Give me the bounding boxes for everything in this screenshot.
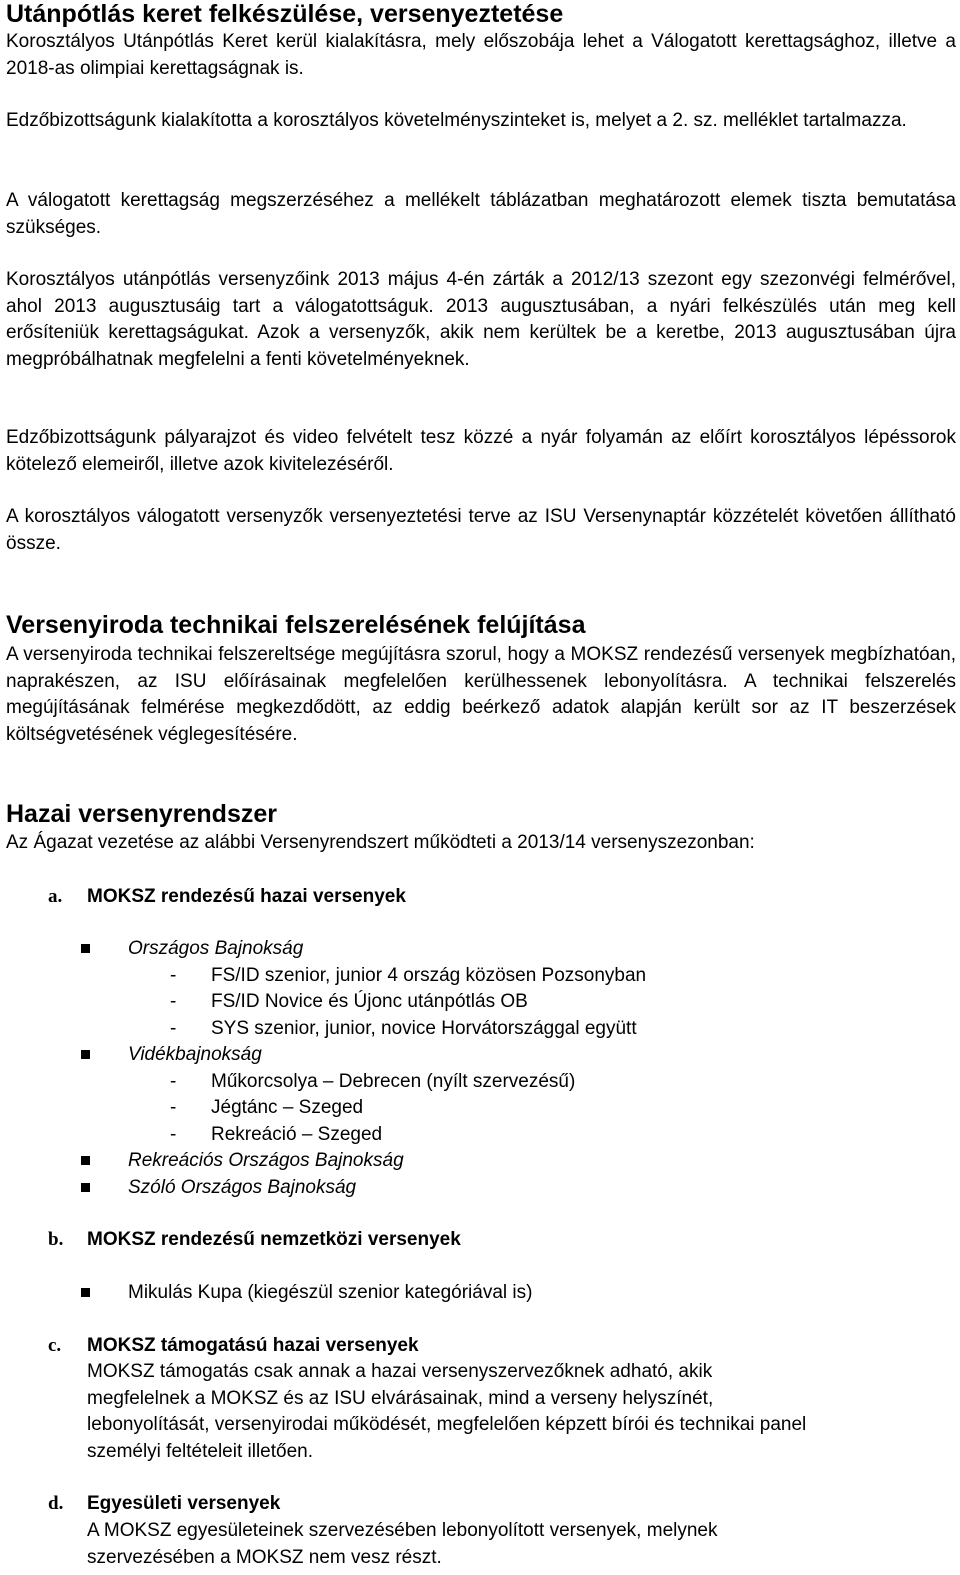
text-line: személyi feltételeit illetően.: [87, 1440, 313, 1462]
list-heading: MOKSZ támogatású hazai versenyek: [87, 1335, 419, 1356]
square-bullet-icon: [81, 1156, 90, 1165]
section-title-hazai-versenyrendszer: Hazai versenyrendszer: [6, 800, 277, 828]
paragraph: Az Ágazat vezetése az alábbi Versenyrendszert működteti a 2013/14 versenyszezonban:: [6, 832, 755, 853]
sub-list-item-label: SYS szenior, junior, novice Horvátországgal együtt: [211, 1018, 637, 1039]
paragraph: A versenyiroda technikai felszereltsége megújításra szorul, hogy a MOKSZ rendezésű versenyek megbízhatóan, naprakészen, az ISU előírásainak megfelelően kerülhessenek lebonyolításra. A technikai felszerelés megújításának felmérése megkezdődött, az eddig beérkező adatok alapján került sor az IT beszerzések költségvetésének véglegesítésére.: [6, 644, 956, 745]
square-bullet-icon: [81, 1050, 90, 1059]
paragraph: A válogatott kerettagság megszerzéséhez a mellékelt táblázatban meghatározott elemek tiszta bemutatása szükséges.: [6, 190, 956, 238]
list-letter: b.: [48, 1229, 64, 1250]
dash-marker: -: [170, 991, 177, 1012]
list-heading: Egyesületi versenyek: [87, 1493, 281, 1514]
dash-marker: -: [170, 1071, 177, 1092]
list-body: [87, 1359, 960, 1465]
square-bullet-icon: [81, 944, 90, 953]
text-line: megfelelnek a MOKSZ és az ISU elvárásainak, mind a verseny helyszínét,: [87, 1387, 714, 1409]
square-bullet-icon: [81, 1183, 90, 1192]
list-letter: d.: [48, 1493, 64, 1514]
list-item-label: Rekreációs Országos Bajnokság: [128, 1150, 404, 1171]
list-body: [87, 1518, 960, 1571]
text-line: lebonyolítását, versenyirodai működését, megfelelően képzett bírói és technikai panel: [87, 1414, 807, 1435]
dash-marker: -: [170, 1097, 177, 1118]
section-title-versenyiroda: Versenyiroda technikai felszerelésének felújítása: [6, 611, 586, 639]
paragraph: Korosztályos utánpótlás versenyzőink 2013 május 4-én zárták a 2012/13 szezont egy szezonvégi felmérővel, ahol 2013 augusztusáig tart a válogatottságuk. 2013 augusztusában, a nyári felkészülés után meg kell erősíteniük kerettagságukat. Azok a versenyzők, akik nem kerültek be a keretbe, 2013 augusztusában újra megpróbálhatnak megfelelni a fenti követelményeknek.: [6, 269, 956, 370]
list-letter: a.: [48, 886, 63, 907]
paragraph: Edzőbizottságunk pályarajzot és video felvételt tesz közzé a nyár folyamán az előírt korosztályos lépéssorok kötelező elemeiről, illetve azok kivitelezéséről.: [6, 427, 956, 475]
list-letter: c.: [48, 1335, 62, 1356]
sub-list-item-label: Műkorcsolya – Debrecen (nyílt szervezésű): [211, 1071, 576, 1092]
section-title-utanpotlas: Utánpótlás keret felkészülése, versenyeztetése: [6, 0, 564, 28]
text-line: szervezésében a MOKSZ nem vesz részt.: [87, 1546, 442, 1568]
text-line: MOKSZ támogatás csak annak a hazai versenyszervezőknek adható, akik: [87, 1361, 713, 1382]
paragraph: A korosztályos válogatott versenyzők versenyeztetési terve az ISU Versenynaptár közzételét követően állítható össze.: [6, 506, 956, 554]
list-item-label: Szóló Országos Bajnokság: [128, 1177, 357, 1198]
paragraph: Korosztályos Utánpótlás Keret kerül kialakításra, mely előszobája lehet a Válogatott kerettagsághoz, illetve a 2018-as olimpiai kerettagságnak is.: [6, 31, 956, 79]
sub-list-item-label: FS/ID szenior, junior 4 ország közösen Pozsonyban: [211, 965, 647, 986]
list-item-label: Vidékbajnokság: [128, 1044, 262, 1065]
list-heading: MOKSZ rendezésű hazai versenyek: [87, 886, 406, 907]
list-heading: MOKSZ rendezésű nemzetközi versenyek: [87, 1229, 461, 1250]
sub-list-item-label: FS/ID Novice és Újonc utánpótlás OB: [211, 991, 528, 1012]
text-line: A MOKSZ egyesületeinek szervezésében lebonyolított versenyek, melynek: [87, 1520, 718, 1541]
square-bullet-icon: [81, 1288, 90, 1297]
dash-marker: -: [170, 1124, 177, 1145]
dash-marker: -: [170, 1018, 177, 1039]
list-item-label: Mikulás Kupa (kiegészül szenior kategóriával is): [128, 1282, 533, 1303]
sub-list-item-label: Rekreáció – Szeged: [211, 1124, 383, 1145]
list-item-label: Országos Bajnokság: [128, 938, 304, 959]
dash-marker: -: [170, 965, 177, 986]
sub-list-item-label: Jégtánc – Szeged: [211, 1097, 364, 1118]
paragraph: Edzőbizottságunk kialakította a korosztályos követelményszinteket is, melyet a 2. sz. melléklet tartalmazza.: [6, 110, 907, 131]
